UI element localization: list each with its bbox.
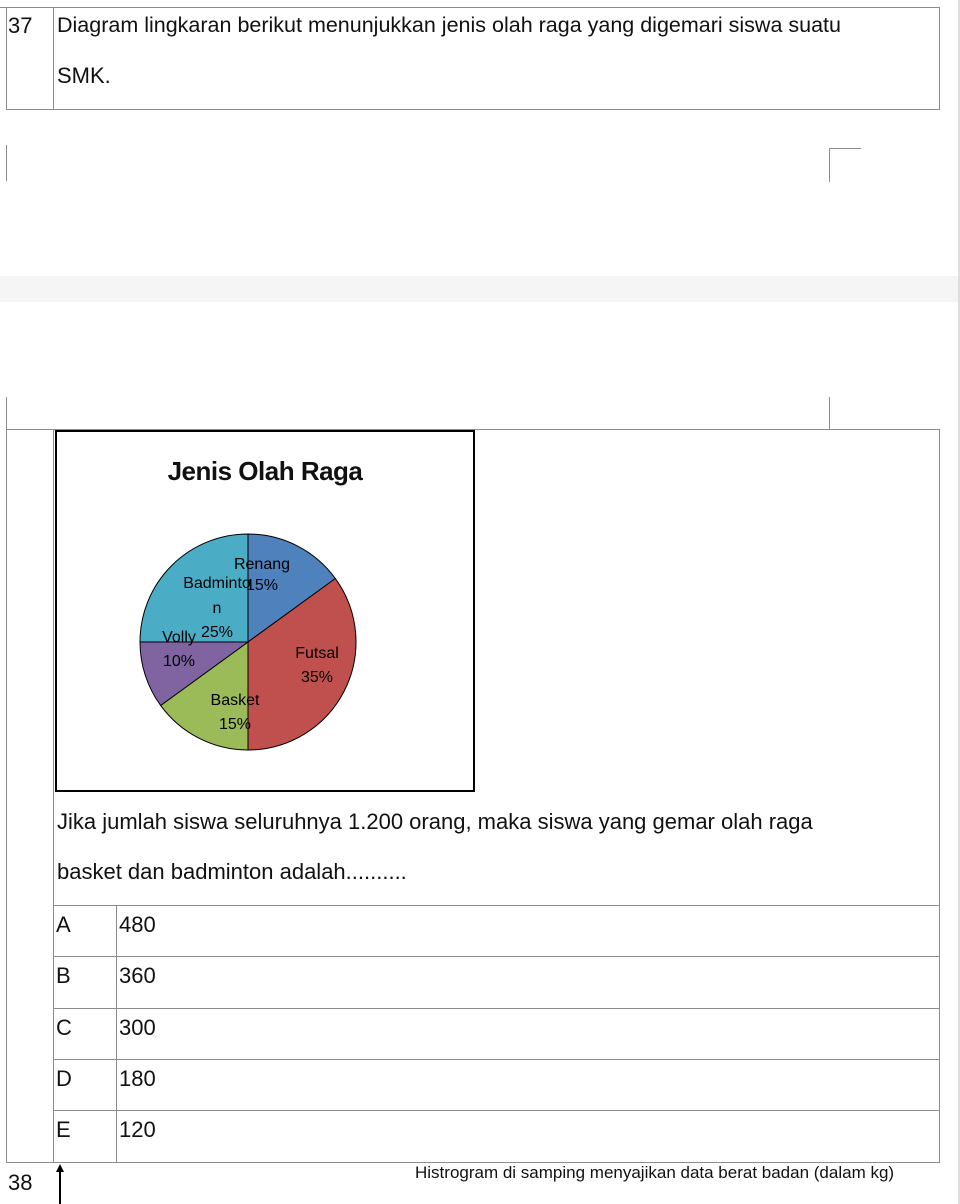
q37-text-line2: SMK. <box>57 63 111 88</box>
fragment-right-2 <box>829 397 830 430</box>
fragment-left-1 <box>6 145 7 181</box>
option-d-rule <box>53 1110 940 1111</box>
q37-bottom-rule <box>6 109 940 110</box>
fragment-left-2 <box>6 397 7 430</box>
option-a-letter: A <box>56 912 71 937</box>
option-c-value: 300 <box>119 1015 156 1040</box>
pie-label-badminton: Badminto <box>183 575 251 592</box>
page-gap-band <box>0 276 958 302</box>
pie-value-basket: 15% <box>218 716 252 733</box>
pie-label-badminton-cont: n <box>212 600 222 617</box>
option-b-letter: B <box>56 963 71 988</box>
fragment-right-1-top <box>829 148 861 149</box>
q37-question-line1: Jika jumlah siswa seluruhnya 1.200 orang, maka siswa yang gemar olah raga <box>57 809 813 834</box>
chart-title: Jenis Olah Raga <box>167 456 363 486</box>
pie-value-volly: 10% <box>162 653 196 670</box>
options-top-rule <box>53 905 940 906</box>
table-border-left <box>6 429 7 1163</box>
option-a-value: 480 <box>119 912 156 937</box>
pie-label-basket: Basket <box>210 692 260 709</box>
pie-value-renang: 15% <box>245 577 279 594</box>
option-e-value: 120 <box>119 1117 156 1142</box>
q37-divider <box>53 7 54 110</box>
q37-question-line2: basket dan badminton adalah.......... <box>57 859 407 884</box>
option-b-rule <box>53 1008 940 1009</box>
option-d-value: 180 <box>119 1066 156 1091</box>
pie-label-renang: Renang <box>233 556 291 573</box>
option-e-letter: E <box>56 1117 71 1142</box>
pie-chart <box>57 432 473 790</box>
top-rule <box>0 7 940 8</box>
q37-border-left <box>6 7 7 110</box>
option-a-rule <box>53 956 940 957</box>
q38-text: Histrogram di samping menyajikan data berat badan (dalam kg) <box>415 1163 895 1182</box>
pie-chart-frame <box>55 430 475 792</box>
histogram-axis-arrow <box>52 1164 72 1204</box>
q37-text-line1: Diagram lingkaran berikut menunjukkan jenis olah raga yang digemari siswa suatu <box>57 13 841 37</box>
table-border-right <box>939 429 940 1163</box>
q38-number: 38 <box>8 1170 33 1195</box>
fragment-right-1 <box>829 148 830 182</box>
option-c-rule <box>53 1059 940 1060</box>
option-d-letter: D <box>56 1066 72 1091</box>
option-c-letter: C <box>56 1015 72 1040</box>
table-divider <box>53 429 54 1163</box>
pie-label-volly: Volly <box>162 629 196 646</box>
pie-label-futsal: Futsal <box>295 645 339 662</box>
options-column-divider <box>116 905 117 1163</box>
pie-value-badminton: 25% <box>200 624 234 641</box>
q37-number: 37 <box>8 13 33 38</box>
pie-value-futsal: 35% <box>300 669 334 686</box>
option-b-value: 360 <box>119 963 156 988</box>
q37-border-right <box>939 7 940 110</box>
